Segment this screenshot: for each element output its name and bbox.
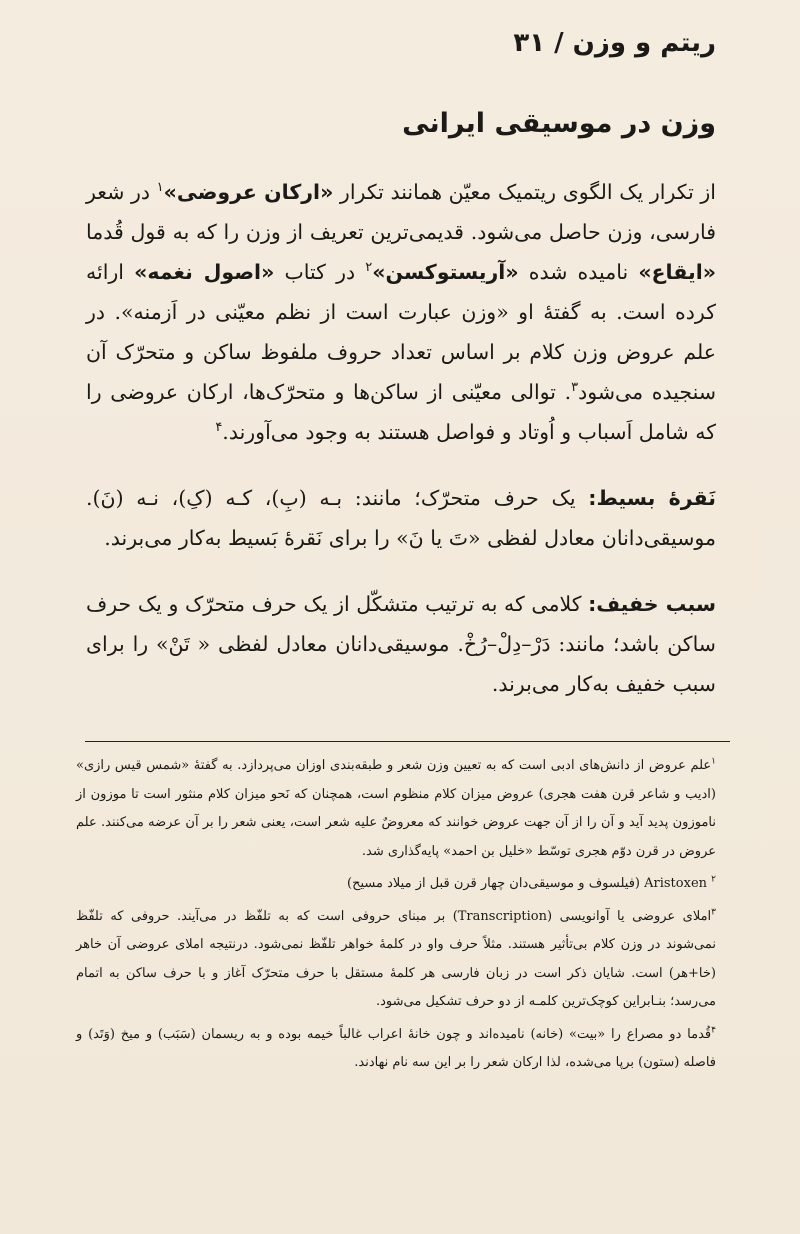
definition-term: سبب خفیف: <box>588 592 717 616</box>
running-head: ریتم و وزن / ۳۱ <box>513 28 716 58</box>
footnote-text: (فیلسوف و موسیقی‌دان چهار قرن قبل از میلاد مسیح) <box>347 876 645 891</box>
intro-text-5: ارائه کرده است. به گفتهٔ او «وزن عبارت است از نظم معیّنی در اَزمنه». در علم عروض وزن کلام بر اساس تعداد حروف ملفوظ ساکن و متحرّک آن سنجیده می‌شود <box>86 260 717 404</box>
footnote-2 <box>76 870 716 899</box>
footnote-latin-term: Aristoxen <box>644 876 708 891</box>
intro-text-2: در شعر فارسی، وزن حاصل می‌شود. قدیمی‌ترین تعریف از وزن را که به قول قُدما <box>86 180 716 244</box>
footnote-text: قُدما دو مصراع را «بیت» (خانه) نامیده‌اند و چون خانهٔ اعراب غالباً خیمه بوده و به ریسمان (سَبَب) و میخ (وَتَد) و فاصله (ستون) برپا می‌شده، لذا ارکان شعر را بر این سه نام نهادند. <box>76 1026 716 1070</box>
footnote-ref-3: ۳ <box>571 380 579 396</box>
footnote-1 <box>76 752 716 866</box>
footnote-number: ۳ <box>711 907 717 918</box>
footnote-number: ۲ <box>711 874 716 885</box>
intro-text-1: از تکرار یک الگوی ریتمیک معیّن همانند تکرار <box>333 180 716 204</box>
definition-term: نَقرهٔ بسیط: <box>588 486 716 510</box>
body-text <box>86 172 716 704</box>
footnote-ref-2: ۲ <box>365 260 373 276</box>
intro-text-3: نامیده شده <box>518 260 639 284</box>
term-arkan-aruzi: «ارکان عروضی» <box>163 180 334 204</box>
section-title: وزن در موسیقی ایرانی <box>402 108 716 139</box>
footnote-number: ۴ <box>711 1025 716 1036</box>
footnote-text: ) بر مبنای حروفی است که به تلفّظ در می‌آیند. حروفی که تلفّظ نمی‌شوند در وزن کلام بی‌تأثیر هستند. مثلاً حرف واو در کلمهٔ خواهر تلفّظ نمی‌شود. درنتیجه املای عروضی آن خاهر (خا+هر) است. شایان ذکر است در زبان فارسی هر کلمهٔ مستقل با حرف متحرّک آغاز و با حرف ساکن به اتمام می‌رسد؛ بنـابراین کوچک‌ترین کلمـه از دو حرف تشکیل می‌شود. <box>76 908 716 1009</box>
term-usul-naghme: «اصول نغمه» <box>134 260 275 284</box>
footnote-ref-1: ۱ <box>156 180 164 196</box>
footnote-number: ۱ <box>711 756 716 767</box>
term-aristoxen: «آریستوکسن» <box>372 260 519 284</box>
footnote-3 <box>76 903 716 1017</box>
footnotes <box>76 752 716 1078</box>
footnote-4 <box>76 1021 716 1078</box>
intro-paragraph <box>86 172 716 452</box>
footnote-text: علم عروض از دانش‌های ادبی است که به تعیین وزن شعر و طبقه‌بندی اوزان می‌پردازد. به گفتهٔ «شمس قیس رازی» (ادیب و شاعر قرن هفت هجری) عروض میزان کلام منظوم است، همچنان که نَحو میزان کلام منثور است تا موزون از ناموزون پدید آید و آن را از آن جهت عروض خوانند که معروضٌ علیه شعر است، یعنی شعر را بر آن عرضه می‌کنند. علم عروض در قرن دوّم هجری توسّط «خلیل بن احمد» پایه‌گذاری شد. <box>76 758 716 859</box>
definition-text: کلامی که به ترتیب متشکّل از یک حرف متحرّک و یک حرف ساکن باشد؛ مانند: دَرْ–دِلْ–رُخْ. موسیقی‌دانان معادل لفظی « تَنْ» را برای سبب خفیف به‌کار می‌برند. <box>86 592 716 696</box>
footnote-ref-4: ۴ <box>215 420 223 436</box>
footnote-text: املای عروضی یا آوانویسی ( <box>547 908 712 924</box>
intro-text-4: در کتاب <box>274 260 366 284</box>
definition-naqre-basit <box>86 478 716 558</box>
footnote-latin-term: Transcription <box>457 908 548 924</box>
intro-text-6: . توالی معیّنی از ساکن‌ها و متحرّک‌ها، ارکان عروضی را که شامل اَسباب و اُوتاد و فواصل هستند به وجود می‌آورند. <box>86 380 716 444</box>
definition-text: یک حرف متحرّک؛ مانند: بـه (بِ)، کـه (کِ)، نـه (نَ). موسیقی‌دانان معادل لفظی «تَ یا نَ» را برای نَقرهٔ بَسیط به‌کار می‌برند. <box>86 486 716 550</box>
definition-sabab-khafif <box>86 584 716 704</box>
footnote-divider <box>85 741 730 742</box>
term-iqa: «ایقاع» <box>638 260 716 284</box>
